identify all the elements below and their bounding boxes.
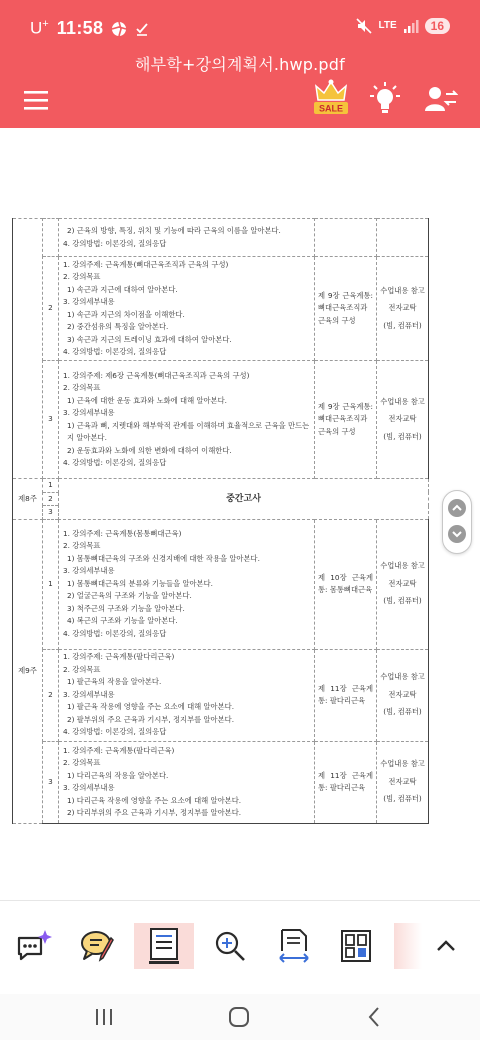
chapter-cell: 제 11장 근육계통: 팔다리근육 [315, 649, 377, 741]
zoom-tool[interactable] [206, 923, 254, 969]
note-line: 수업내용 참고 [380, 396, 425, 406]
table-row [13, 741, 429, 823]
note-line: (빔, 컴퓨터) [383, 794, 422, 804]
note-line: 전자교탁 [388, 776, 417, 786]
page-scroll-control [442, 490, 472, 554]
carrier-plus: + [42, 18, 49, 31]
content-line: 2. 강의목표 [63, 383, 101, 392]
clock: 11:58 [56, 18, 104, 38]
chapter-cell [315, 219, 377, 257]
home-icon [227, 1005, 251, 1029]
user-switch-icon [424, 85, 458, 113]
chevron-down-icon [448, 525, 466, 543]
system-navigation-bar [0, 994, 480, 1040]
ai-chat-tool[interactable] [10, 923, 58, 969]
content-line: 4. 강의방법: 이론강의, 질의응답 [63, 727, 167, 737]
document-title: 해부학+강의계획서.hwp.pdf [135, 55, 345, 74]
chapter-cell: 제 9장 근육계통: 뼈대근육조직과 근육의 구성 [315, 361, 377, 479]
content-line: 3. 강의세부내용 [63, 689, 115, 699]
content-line: 3) 척주근의 구조와 기능을 알아본다. [67, 603, 185, 613]
thumbnail-grid-icon [339, 928, 373, 964]
table-row [13, 257, 429, 361]
collapse-toolbar-button[interactable] [422, 923, 470, 969]
back-button[interactable] [350, 1002, 398, 1032]
content-line: 1) 몸통뼈대근육의 분류와 기능들을 알아본다. [67, 578, 213, 588]
note-line: 수업내용 참고 [380, 672, 425, 682]
content-line: 1) 팔근육의 작용을 알아본다. [67, 677, 162, 687]
content-line: 2. 강의목표 [63, 272, 101, 281]
chapter-cell: 제 9장 근육계통: 뼈대근육조직과 근육의 구성 [315, 257, 377, 361]
content-line: 1. 강의주제: 제6장 근육계통(뼈대근육조직과 근육의 구성) [63, 370, 250, 380]
toolbar-overflow-fade [394, 923, 422, 969]
zoom-icon [213, 929, 247, 963]
lightbulb-icon [369, 81, 401, 115]
content-line: 3. 강의세부내용 [63, 408, 115, 417]
carrier-label [30, 18, 49, 39]
scroll-up-button[interactable] [448, 499, 466, 517]
status-left [30, 18, 149, 39]
note-line: (빔, 컴퓨터) [383, 707, 422, 717]
hamburger-menu-icon [23, 89, 49, 111]
chat-sparkle-icon [15, 928, 53, 964]
network-type: LTE [378, 20, 397, 31]
chevron-up-icon [434, 937, 458, 955]
session-cell: 2 [43, 492, 59, 506]
session-cell: 1 [43, 479, 59, 493]
content-line: 1) 속근과 지근에 대하여 알아본다. [67, 284, 178, 294]
session-cell: 1 [43, 519, 59, 649]
content-line: 1. 강의주제: 근육계통(몸통뼈대근육) [63, 528, 182, 538]
content-line: 1) 속근과 지근의 차이점을 이해한다. [67, 309, 185, 319]
content-cell [59, 361, 315, 479]
content-line: 1. 강의주제: 근육계통(팔다리근육) [63, 652, 175, 662]
content-line: 1. 강의주제: 근육계통(팔다리근육) [63, 745, 175, 755]
content-cell [59, 219, 315, 257]
tip-button[interactable] [368, 80, 402, 116]
content-line: 1) 다리근육 작용에 영향을 주는 요소에 대해 알아본다. [67, 795, 242, 805]
thumbnail-tool[interactable] [332, 923, 380, 969]
carrier-name: U [30, 18, 43, 38]
menu-button[interactable] [20, 86, 52, 114]
note-line: 수업내용 참고 [380, 285, 425, 295]
content-line: 3. 강의세부내용 [63, 566, 115, 576]
content-line: 3. 강의세부내용 [63, 297, 115, 306]
note-line: 전자교탁 [388, 303, 417, 313]
content-line: 1. 강의주제: 근육계통(뼈대근육조직과 근육의 구성) [63, 259, 229, 269]
note-line: 전자교탁 [388, 689, 417, 699]
back-icon [365, 1005, 383, 1029]
note-line: (빔, 컴퓨터) [383, 431, 422, 441]
content-line: 4) 복근의 구조와 기능을 알아본다. [67, 616, 178, 626]
note-line: 전자교탁 [388, 414, 417, 424]
session-cell: 3 [43, 741, 59, 823]
content-line: 1) 다리근육의 작용을 알아본다. [67, 770, 169, 780]
content-line: 2. 강의목표 [63, 758, 101, 767]
note-cell [377, 361, 429, 479]
chapter-cell: 제 11장 근육계통: 팔다리근육 [315, 741, 377, 823]
note-line: 수업내용 참고 [380, 561, 425, 571]
sale-badge: SALE [318, 103, 344, 114]
chevron-up-icon [448, 499, 466, 517]
content-line: 4. 강의방법: 이론강의, 질의응답 [63, 458, 167, 467]
bottom-toolbar [0, 900, 480, 994]
session-cell [43, 219, 59, 257]
content-line: 2. 강의목표 [63, 541, 101, 551]
battery-indicator: 16 [425, 18, 450, 34]
week-label: 제8주 [13, 479, 43, 520]
page-navigate-icon [276, 927, 312, 965]
signal-icon [403, 19, 419, 33]
note-cell [377, 741, 429, 823]
content-line: 2) 다리부위의 주요 근육과 기시부, 정지부를 알아본다. [67, 808, 242, 817]
note-cell [377, 219, 429, 257]
content-line: 4. 강의방법: 이론강의, 질의응답 [63, 628, 167, 638]
midterm-label: 중간고사 [59, 479, 429, 520]
pdf-viewer[interactable] [0, 128, 480, 900]
scroll-down-button[interactable] [448, 525, 466, 543]
table-row [13, 219, 429, 257]
account-switch-button[interactable] [424, 84, 458, 114]
content-line: 2) 팔부위의 주요 근육과 기시부, 정지부를 알아본다. [67, 714, 235, 724]
content-line: 4. 강의방법: 이론강의, 질의응답 [63, 238, 167, 248]
table-row [13, 519, 429, 649]
note-line: 수업내용 참고 [380, 759, 425, 769]
comment-tool[interactable] [74, 923, 122, 969]
page-view-icon [146, 926, 182, 966]
premium-sale-button[interactable] [310, 78, 352, 118]
content-line: 1) 팔근육 작용에 영향을 주는 요소에 대해 알아본다. [67, 702, 235, 712]
app-header [0, 40, 480, 128]
page-navigate-tool[interactable] [270, 923, 318, 969]
session-cell: 3 [43, 361, 59, 479]
note-cell [377, 257, 429, 361]
comment-pen-icon [79, 928, 117, 964]
status-bar [0, 0, 480, 40]
page-view-tool[interactable] [134, 923, 194, 969]
recent-apps-button[interactable] [80, 1002, 128, 1032]
note-line: 전자교탁 [388, 578, 417, 588]
content-line: 2) 중간섬유의 특징을 알아본다. [67, 322, 169, 331]
content-cell [59, 741, 315, 823]
content-line: 2) 얼굴근육의 구조와 기능을 알아본다. [67, 591, 192, 601]
recent-apps-icon [93, 1007, 115, 1027]
content-cell [59, 257, 315, 361]
content-line: 4. 강의방법: 이론강의, 질의응답 [63, 347, 167, 356]
content-line: 3. 강의세부내용 [63, 783, 115, 792]
check-download-icon [135, 22, 149, 36]
table-row [13, 479, 429, 493]
mute-icon [356, 18, 372, 34]
content-line: 1) 근육과 뼈, 지렛대와 해부학적 관계를 이해하며 효율적으로 근육을 만드는지 알아본다. [67, 420, 310, 442]
week-cell [13, 219, 43, 479]
content-line: 3) 속근과 지근의 트레이닝 효과에 대하여 알아본다. [67, 334, 232, 344]
aperture-icon [111, 21, 127, 37]
syllabus-table [12, 218, 429, 824]
note-cell [377, 519, 429, 649]
content-line: 2) 운동효과와 노화에 의한 변화에 대하여 이해한다. [67, 445, 232, 455]
crown-sale-icon [310, 78, 352, 118]
table-row [13, 649, 429, 741]
note-line: (빔, 컴퓨터) [383, 596, 422, 606]
chapter-cell: 제 10장 근육계통: 몸통뼈대근육 [315, 519, 377, 649]
session-cell: 2 [43, 257, 59, 361]
content-line: 2) 근육의 방향, 특징, 위치 및 기능에 따라 근육의 이름을 알아본다. [67, 226, 281, 235]
note-cell [377, 649, 429, 741]
content-line: 1) 근육에 대한 운동 효과와 노화에 대해 알아본다. [67, 395, 227, 405]
session-cell: 3 [43, 506, 59, 520]
status-right [356, 18, 450, 34]
content-line: 2. 강의목표 [63, 664, 101, 674]
session-cell: 2 [43, 649, 59, 741]
content-cell [59, 649, 315, 741]
note-line: (빔, 컴퓨터) [383, 320, 422, 330]
content-line: 1) 몸통뼈대근육의 구조와 신경지배에 대한 작용을 알아본다. [67, 553, 260, 563]
week-label: 제9주 [13, 519, 43, 823]
home-button[interactable] [215, 1002, 263, 1032]
content-cell [59, 519, 315, 649]
table-row [13, 361, 429, 479]
